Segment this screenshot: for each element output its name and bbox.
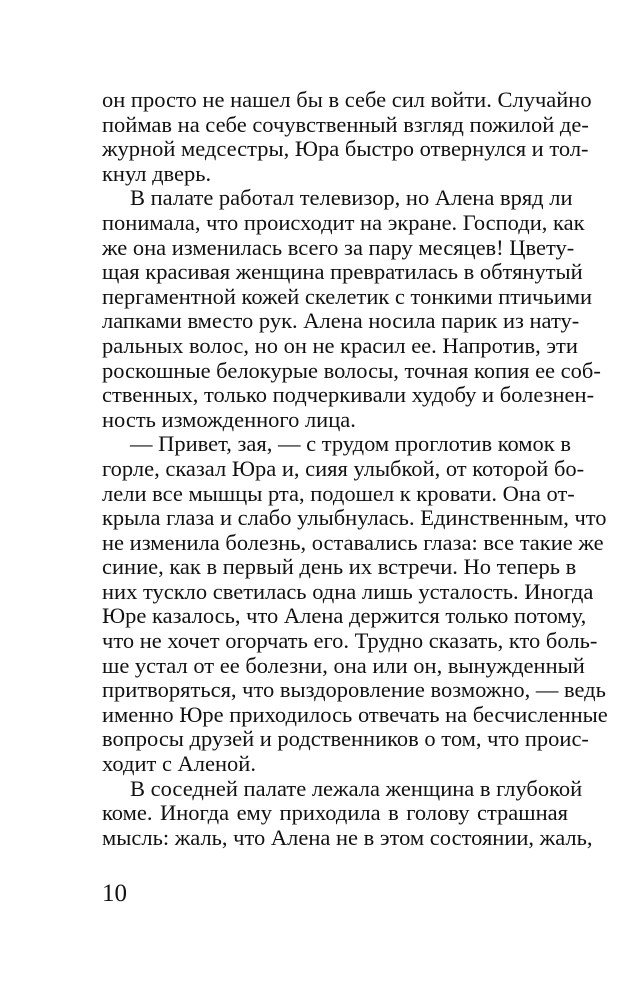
text-line: В соседней палате лежала женщина в глубокой — [130, 775, 583, 801]
text-line: кнул дверь. — [102, 160, 212, 186]
text-line: вопросы друзей и родственников о том, что проис- — [102, 726, 589, 752]
text-line: ше устал от ее болезни, она или он, вынужденный — [102, 652, 585, 678]
text-line: В палате работал телевизор, но Алена вряд ли — [130, 185, 573, 211]
text-line: поймав на себе сочувственный взгляд пожилой де- — [102, 111, 589, 137]
text-line: Юре казалось, что Алена держится только потому, — [102, 603, 587, 629]
text-line: именно Юре приходилось отвечать на бесчисленные — [102, 701, 608, 727]
text-line: понимала, что происходит на экране. Господи, как — [102, 209, 585, 235]
text-line: щая красивая женщина превратилась в обтянутый — [102, 259, 583, 285]
text-line: — Привет, зая, — с трудом проглотив комок в — [130, 431, 571, 457]
text-line: же она изменилась всего за пару месяцев! Цвету- — [102, 234, 575, 260]
text-line: мысль: жаль, что Алена не в этом состоянии, жаль, — [102, 824, 593, 850]
text-line: синие, как в первый день их встречи. Но теперь в — [102, 554, 577, 580]
text-line: лапками вместо рук. Алена носила парик из нату- — [102, 308, 580, 334]
text-line: коме. Иногда ему приходила в голову страшная — [102, 800, 568, 826]
text-line: горле, сказал Юра и, сияя улыбкой, от которой бо- — [102, 455, 585, 481]
page-number: 10 — [102, 880, 127, 907]
text-line: роскошные белокурые волосы, точная копия ее соб- — [102, 357, 601, 383]
book-page-text — [102, 87, 608, 850]
text-line: журной медсестры, Юра быстро отвернулся и тол- — [102, 136, 589, 162]
text-line: ральных волос, но он не красил ее. Напротив, эти — [102, 332, 578, 358]
text-line: не изменила болезнь, оставались глаза: все такие же — [102, 529, 604, 555]
text-line: притворяться, что выздоровление возможно, — ведь — [102, 677, 606, 703]
text-line: них тускло светилась одна лишь усталость. Иногда — [102, 578, 594, 604]
text-line: ходит с Аленой. — [102, 751, 256, 777]
text-line: что не хочет огорчать его. Трудно сказать, кто боль- — [102, 628, 598, 654]
text-line: пергаментной кожей скелетик с тонкими птичьими — [102, 283, 593, 309]
text-line: лели все мышцы рта, подошел к кровати. Она от- — [102, 480, 575, 506]
text-line: крыла глаза и слабо улыбнулась. Единственным, что — [102, 505, 607, 531]
text-line: ность изможденного лица. — [102, 406, 356, 432]
text-line: ственных, только подчеркивали худобу и болезнен- — [102, 382, 595, 408]
text-line: он просто не нашел бы в себе сил войти. Случайно — [102, 87, 592, 112]
